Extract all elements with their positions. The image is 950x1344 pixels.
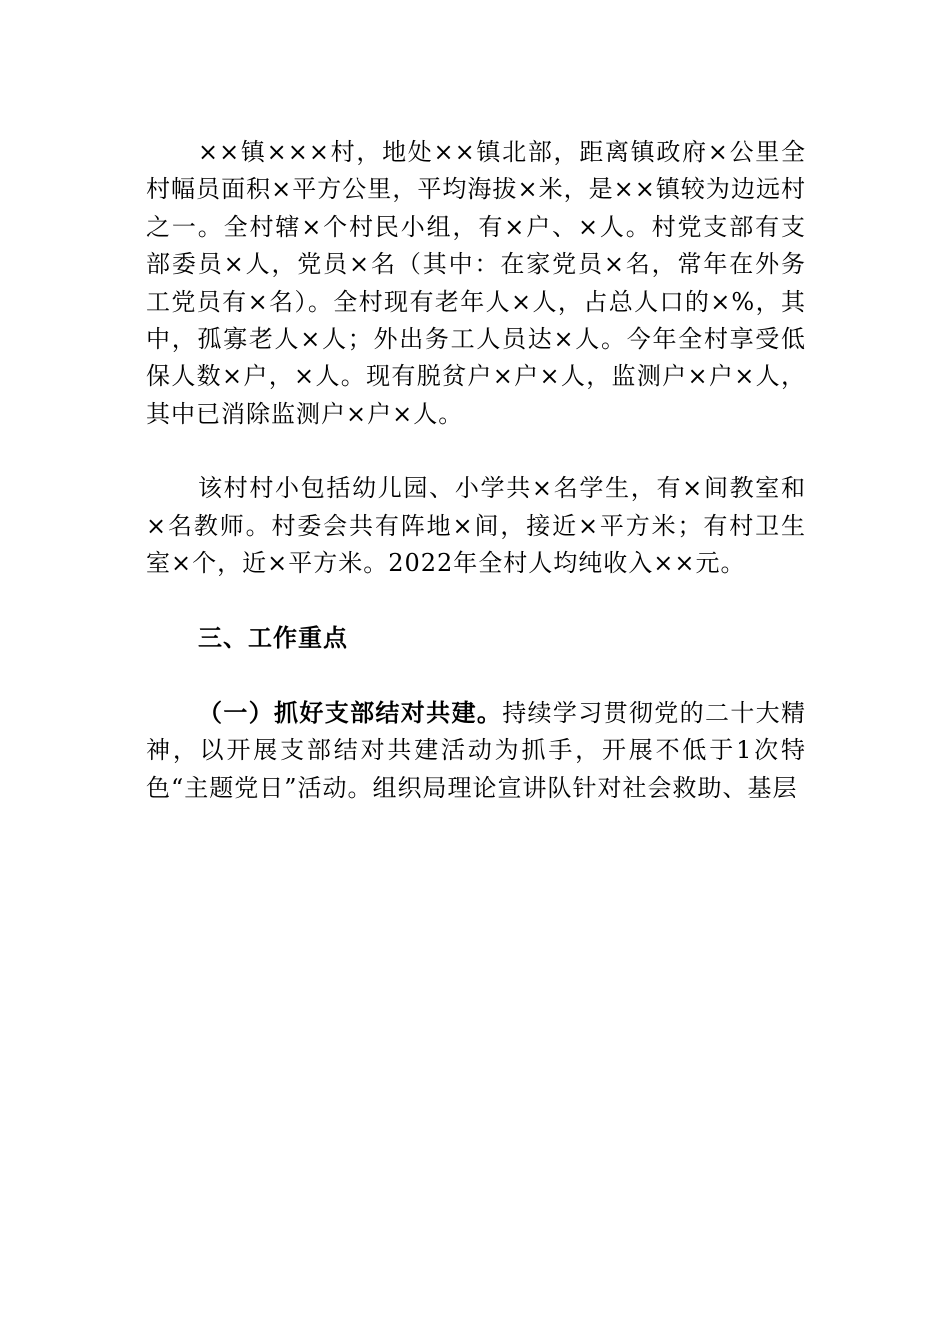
work-item-1-paragraph <box>146 694 806 807</box>
document-body <box>146 134 806 844</box>
work-item-1-body: 持续学习贯彻党的二十大精神，以开展支部结对共建活动为抓手，开展不低于1次特色“主题党日”活动。组织局理论宣讲队针对社会救助、基层 <box>146 698 807 802</box>
village-overview-paragraph: ××镇×××村，地处××镇北部，距离镇政府×公里全村幅员面积×平方公里，平均海拔×米，是××镇较为边远村之一。全村辖×个村民小组，有×户、×人。村党支部有支部委员×人，党员×名（其中：在家党员×名，常年在外务工党员有×名）。全村现有老年人×人，占总人口的×%，其中，孤寡老人×人；外出务工人员达×人。今年全村享受低保人数×户，×人。现有脱贫户×户×人，监测户×户×人，其中已消除监测户×户×人。 <box>146 138 806 428</box>
section-heading-work-focus: 三、工作重点 <box>198 623 348 653</box>
work-item-1-lead: （一）抓好支部结对共建。 <box>198 697 503 727</box>
village-facilities-paragraph: 该村村小包括幼儿园、小学共×名学生，有×间教室和×名教师。村委会共有阵地×间，接近×平方米；有村卫生室×个，近×平方米。2022年全村人均纯收入××元。 <box>146 474 806 578</box>
